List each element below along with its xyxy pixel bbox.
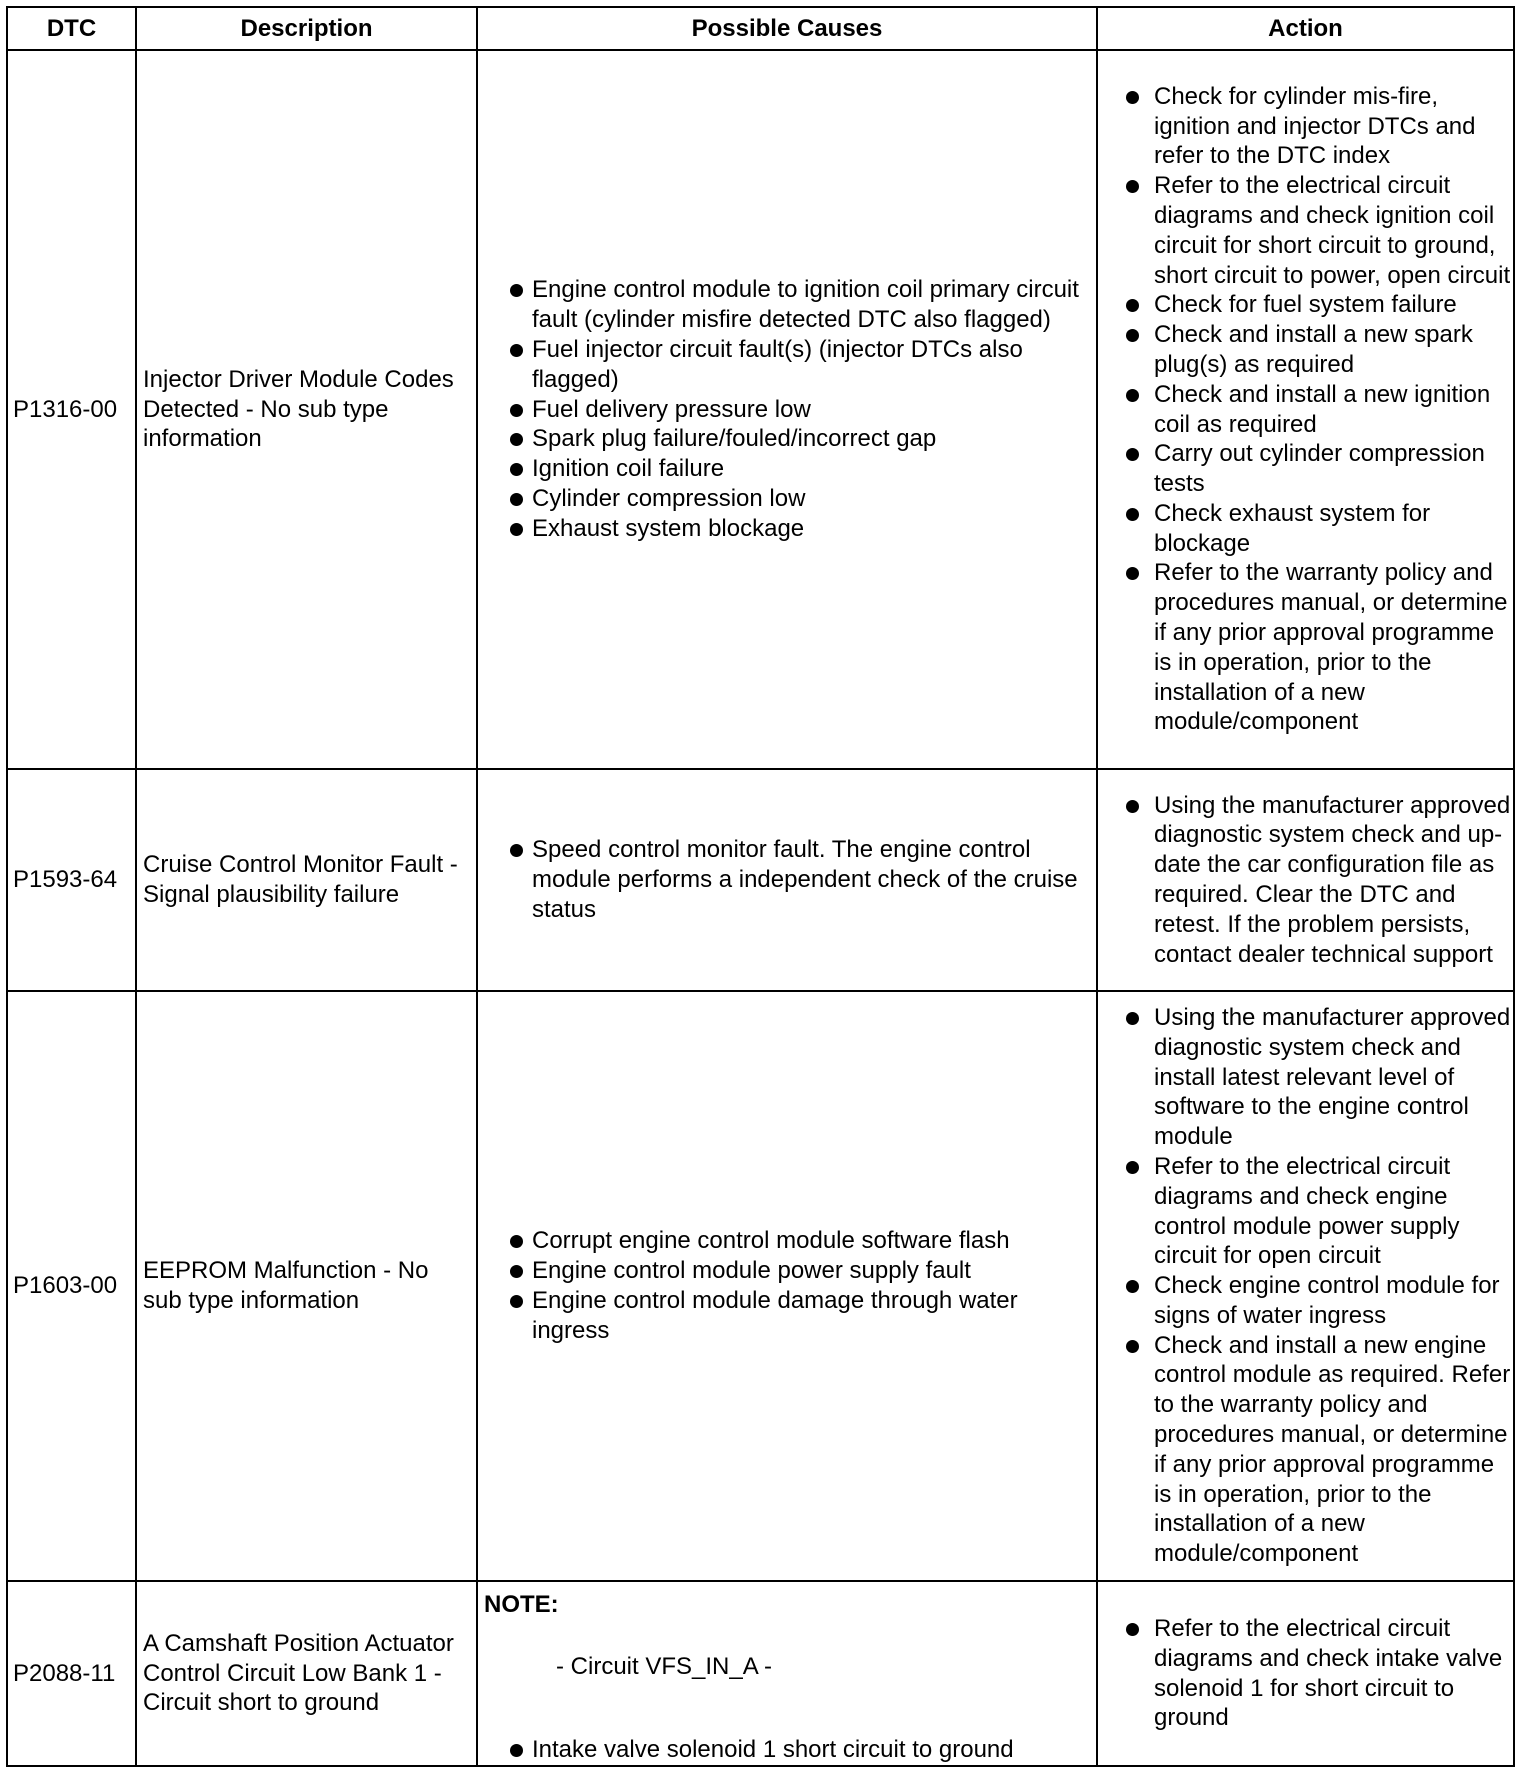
action-item: Check for cylinder mis-fire, ignition and injector DTCs and refer to the DTC index <box>1100 82 1511 171</box>
table-row <box>7 50 1514 769</box>
action-item: Refer to the electrical circuit diagrams and check ignition coil circuit for short circuit to ground, short circuit to power, open circuit <box>1100 171 1511 290</box>
dtc-description: Cruise Control Monitor Fault - Signal plausibility failure <box>136 769 477 991</box>
action-item: Using the manufacturer approved diagnostic system check and install latest relevant level of software to the engine control module <box>1100 1003 1511 1152</box>
action-item: Refer to the warranty policy and procedures manual, or determine if any prior approval programme is in operation, prior to the installation of a new module/component <box>1100 558 1511 737</box>
actions <box>1097 1581 1514 1766</box>
note-circuit: - Circuit VFS_IN_A - <box>556 1653 773 1680</box>
table-row <box>7 991 1514 1581</box>
dtc-code: P2088-11 <box>7 1581 136 1766</box>
actions <box>1097 769 1514 991</box>
header-dtc: DTC <box>7 7 136 50</box>
dtc-code: P1593-64 <box>7 769 136 991</box>
cause-item: Cylinder compression low <box>484 484 1090 514</box>
action-item: Check and install a new spark plug(s) as required <box>1100 320 1511 380</box>
dtc-description: A Camshaft Position Actuator Control Circuit Low Bank 1 - Circuit short to ground <box>136 1581 477 1766</box>
note-label: NOTE: <box>484 1591 559 1618</box>
dtc-table <box>6 6 1515 1767</box>
action-item: Check exhaust system for blockage <box>1100 499 1511 559</box>
action-item: Check and install a new ignition coil as required <box>1100 380 1511 440</box>
header-action: Action <box>1097 7 1514 50</box>
cause-item: Engine control module to ignition coil primary circuit fault (cylinder misfire detected DTC also flagged) <box>484 275 1090 335</box>
cause-item: Engine control module power supply fault <box>484 1256 1090 1286</box>
actions <box>1097 50 1514 769</box>
possible-causes <box>477 50 1097 769</box>
cause-item: Spark plug failure/fouled/incorrect gap <box>484 424 1090 454</box>
cause-item: Engine control module damage through water ingress <box>484 1286 1090 1346</box>
possible-causes <box>477 1581 1097 1766</box>
action-item: Carry out cylinder compression tests <box>1100 439 1511 499</box>
action-item: Refer to the electrical circuit diagrams and check intake valve solenoid 1 for short circuit to ground <box>1100 1614 1511 1733</box>
header-row <box>7 7 1514 50</box>
cause-item: Speed control monitor fault. The engine control module performs a independent check of the cruise status <box>484 835 1090 924</box>
possible-causes <box>477 991 1097 1581</box>
dtc-code: P1603-00 <box>7 991 136 1581</box>
action-item: Check and install a new engine control module as required. Refer to the warranty policy and procedures manual, or determine if any prior approval programme is in operation, prior to the installation of a new module/component <box>1100 1331 1511 1569</box>
actions <box>1097 991 1514 1581</box>
action-item: Check for fuel system failure <box>1100 290 1511 320</box>
table-row <box>7 1581 1514 1766</box>
dtc-description: Injector Driver Module Codes Detected - No sub type information <box>136 50 477 769</box>
action-item: Using the manufacturer approved diagnostic system check and up-date the car configuration file as required. Clear the DTC and retest. If the problem persists, contact dealer technical support <box>1100 791 1511 970</box>
dtc-description: EEPROM Malfunction - No sub type information <box>136 991 477 1581</box>
cause-item: Intake valve solenoid 1 short circuit to ground <box>484 1735 1090 1765</box>
cause-item: Ignition coil failure <box>484 454 1090 484</box>
table-row <box>7 769 1514 991</box>
possible-causes <box>477 769 1097 991</box>
cause-item: Fuel injector circuit fault(s) (injector DTCs also flagged) <box>484 335 1090 395</box>
action-item: Check engine control module for signs of water ingress <box>1100 1271 1511 1331</box>
header-description: Description <box>136 7 477 50</box>
note-block <box>484 1582 1090 1765</box>
cause-item: Exhaust system blockage <box>484 514 1090 544</box>
cause-item: Fuel delivery pressure low <box>484 395 1090 425</box>
header-possible-causes: Possible Causes <box>477 7 1097 50</box>
action-item: Refer to the electrical circuit diagrams and check engine control module power supply circuit for open circuit <box>1100 1152 1511 1271</box>
dtc-code: P1316-00 <box>7 50 136 769</box>
cause-item: Corrupt engine control module software flash <box>484 1226 1090 1256</box>
